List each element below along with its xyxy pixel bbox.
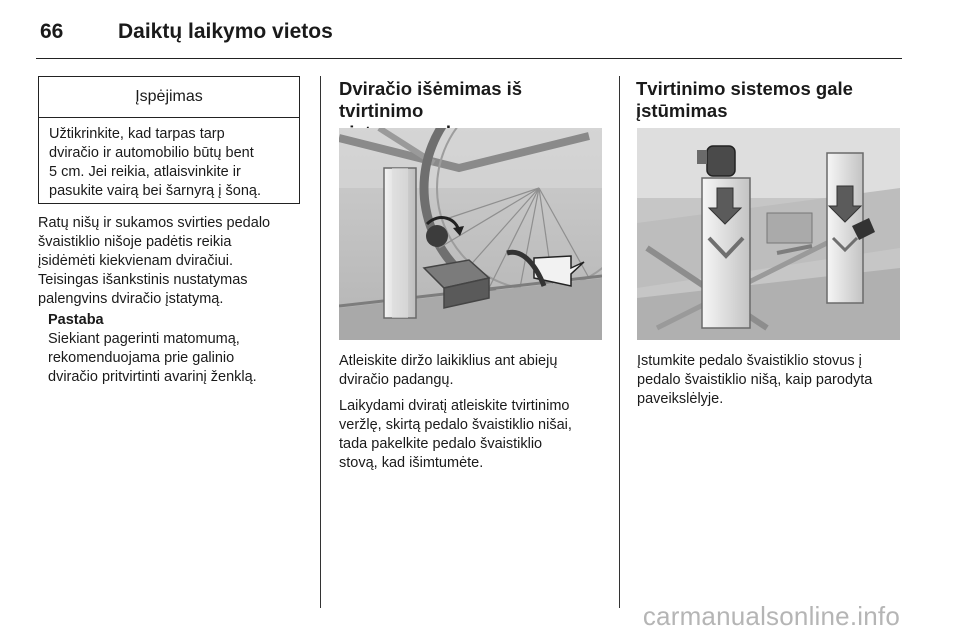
note-title: Pastaba: [48, 312, 104, 328]
paragraph-release-straps: [339, 352, 609, 390]
text-line: pedalo švaistiklio nišą, kaip parodyta: [637, 372, 873, 388]
text-line: įsidėmėti kiekvienam dviračiui.: [38, 253, 234, 269]
paragraph-release-nut: [339, 397, 609, 473]
column-divider: [619, 76, 620, 608]
text-line: švaistiklio nišoje padėtis reikia: [38, 234, 232, 250]
text-line: stovą, kad išimtumėte.: [339, 455, 484, 471]
removal-instructions: [339, 352, 609, 473]
text-line: dviračio pritvirtinti avarinį ženklą.: [48, 369, 257, 385]
text-line: veržlę, skirtą pedalo švaistiklio nišai,: [339, 417, 572, 433]
insertion-instructions: [637, 352, 907, 409]
text-line: 5 cm. Jei reikia, atlaisvinkite ir: [49, 164, 241, 180]
carrier-insertion-illustration: [637, 128, 900, 340]
text-line: dviračio ir automobilio būtų bent: [49, 145, 254, 161]
column-divider: [320, 76, 321, 608]
text-line: Užtikrinkite, kad tarpas tarp: [49, 126, 225, 142]
note-body: [48, 330, 310, 387]
warning-box: [38, 76, 300, 204]
text-line: Įstumkite pedalo švaistiklio stovus į: [637, 353, 862, 369]
page-header: [40, 20, 900, 60]
title-line: įstūmimas: [636, 100, 728, 121]
text-line: tada pakelkite pedalo švaistiklio: [339, 436, 543, 452]
text-line: Atleiskite diržo laikiklius ant abiejų: [339, 353, 558, 369]
text-line: Ratų nišų ir sukamos svirties pedalo: [38, 215, 271, 231]
title-line: Dviračio išėmimas iš tvirtinimo: [339, 78, 523, 121]
text-line: rekomenduojama prie galinio: [48, 350, 235, 366]
header-rule: [36, 58, 902, 59]
text-line: paveikslėlyje.: [637, 391, 724, 407]
warning-title: Įspėjimas: [39, 77, 299, 118]
warning-body: [39, 118, 299, 201]
note-block: [48, 311, 310, 387]
title-line: Tvirtinimo sistemos gale: [636, 78, 853, 99]
text-line: dviračio padangų.: [339, 372, 454, 388]
watermark: carmanualsonline.info: [642, 601, 900, 631]
page-title: Daiktų laikymo vietos: [118, 20, 333, 43]
bike-removal-illustration: [339, 128, 602, 340]
text-line: Laikydami dviratį atleiskite tvirtinimo: [339, 398, 570, 414]
text-line: pasukite vairą bei šarnyrą į šoną.: [49, 183, 261, 199]
paragraph-presetting: [38, 214, 308, 309]
text-line: Siekiant pagerinti matomumą,: [48, 331, 240, 347]
page-number: 66: [40, 20, 64, 43]
section-title-insertion: [636, 78, 906, 122]
text-line: Teisingas išankstinis nustatymas: [38, 272, 248, 288]
text-line: palengvins dviračio įstatymą.: [38, 291, 224, 307]
